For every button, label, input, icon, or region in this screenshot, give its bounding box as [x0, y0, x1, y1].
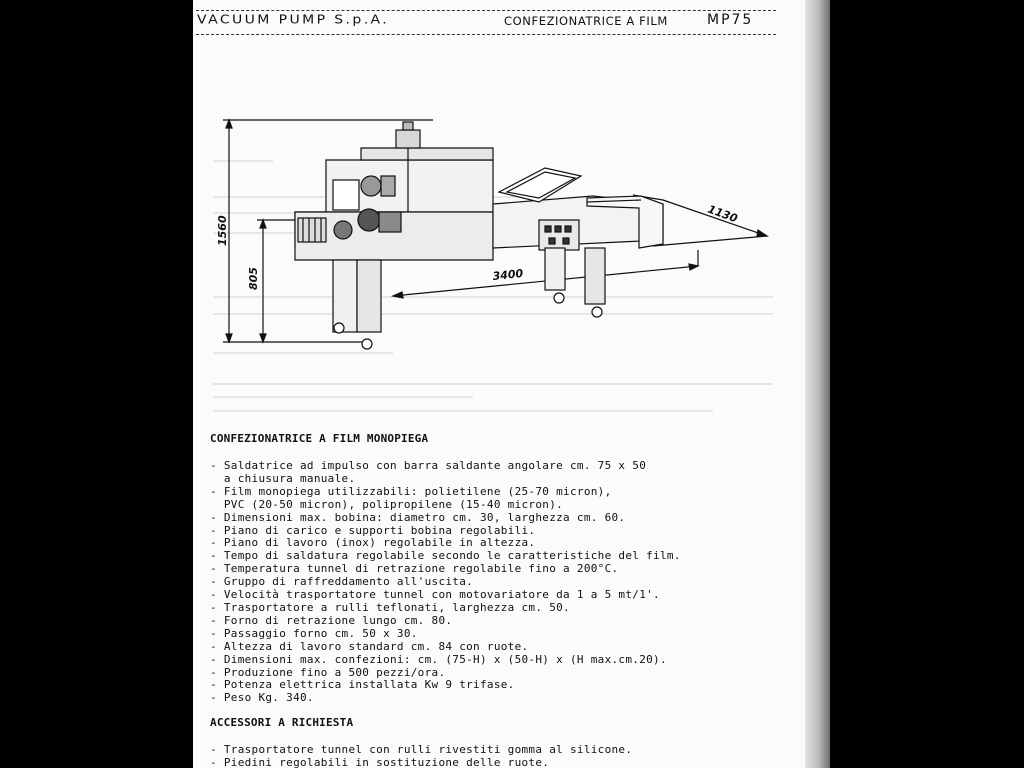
spec-line: - Dimensioni max. bobina: diametro cm. 30, larghezza cm. 60.	[210, 510, 626, 524]
accessories-title: ACCESSORI A RICHIESTA	[210, 716, 354, 729]
sealer-unit	[493, 168, 663, 250]
spec-line: - Piano di lavoro (inox) regolabile in altezza.	[210, 536, 536, 550]
spec-line: - Potenza elettrica installata Kw 9 trifase.	[210, 678, 515, 692]
spec-line: - Passaggio forno cm. 50 x 30.	[210, 626, 418, 640]
spec-line: - Produzione fino a 500 pezzi/ora.	[210, 665, 446, 679]
spec-line: - Altezza di lavoro standard cm. 84 con ruote.	[210, 639, 529, 653]
model-code: MP75	[707, 12, 754, 28]
accessories-list	[210, 744, 632, 768]
spec-line: - Dimensioni max. confezioni: cm. (75-H) x (50-H) x (H max.cm.20).	[210, 652, 667, 666]
dim-label-length: 3400	[491, 266, 524, 283]
company-name: VACUUM PUMP S.p.A.	[197, 12, 390, 28]
accessory-line: - Piedini regolabili in sostituzione delle ruote.	[210, 755, 550, 768]
spec-list	[210, 460, 681, 705]
spec-line: PVC (20-50 micron), polipropilene (15-40 micron).	[210, 497, 564, 511]
spec-line: - Gruppo di raffreddamento all'uscita.	[210, 575, 474, 589]
spec-line: - Velocità trasportatore tunnel con motovariatore da 1 a 5 mt/1'.	[210, 588, 660, 602]
dim-label-height-total: 1560	[216, 215, 229, 246]
spec-line: - Temperatura tunnel di retrazione regolabile fino a 200°C.	[210, 562, 619, 576]
spec-line: a chiusura manuale.	[210, 471, 356, 485]
spec-line: - Film monopiega utilizzabili: polietilene (25-70 micron),	[210, 484, 612, 498]
spec-line: - Trasportatore a rulli teflonati, larghezza cm. 50.	[210, 600, 570, 614]
accessory-line: - Trasportatore tunnel con rulli rivestiti gomma al silicone.	[210, 743, 633, 756]
spec-line: - Tempo di saldatura regolabile secondo le caratteristiche del film.	[210, 549, 681, 563]
dim-label-height-table: 805	[247, 267, 260, 290]
spec-line: - Peso Kg. 340.	[210, 691, 314, 705]
document-page	[193, 0, 805, 768]
document-title: CONFEZIONATRICE A FILM MONOPIEGA	[210, 432, 429, 445]
dim-label-width: 1130	[705, 202, 740, 226]
spec-line: - Saldatrice ad impulso con barra saldante angolare cm. 75 x 50	[210, 459, 647, 472]
spec-line: - Piano di carico e supporti bobina regolabili.	[210, 523, 536, 537]
scanner-edge-shadow	[805, 0, 830, 768]
header-title: CONFEZIONATRICE A FILM	[504, 14, 668, 28]
spec-line: - Forno di retrazione lungo cm. 80.	[210, 613, 453, 627]
machine-drawing	[193, 100, 805, 360]
